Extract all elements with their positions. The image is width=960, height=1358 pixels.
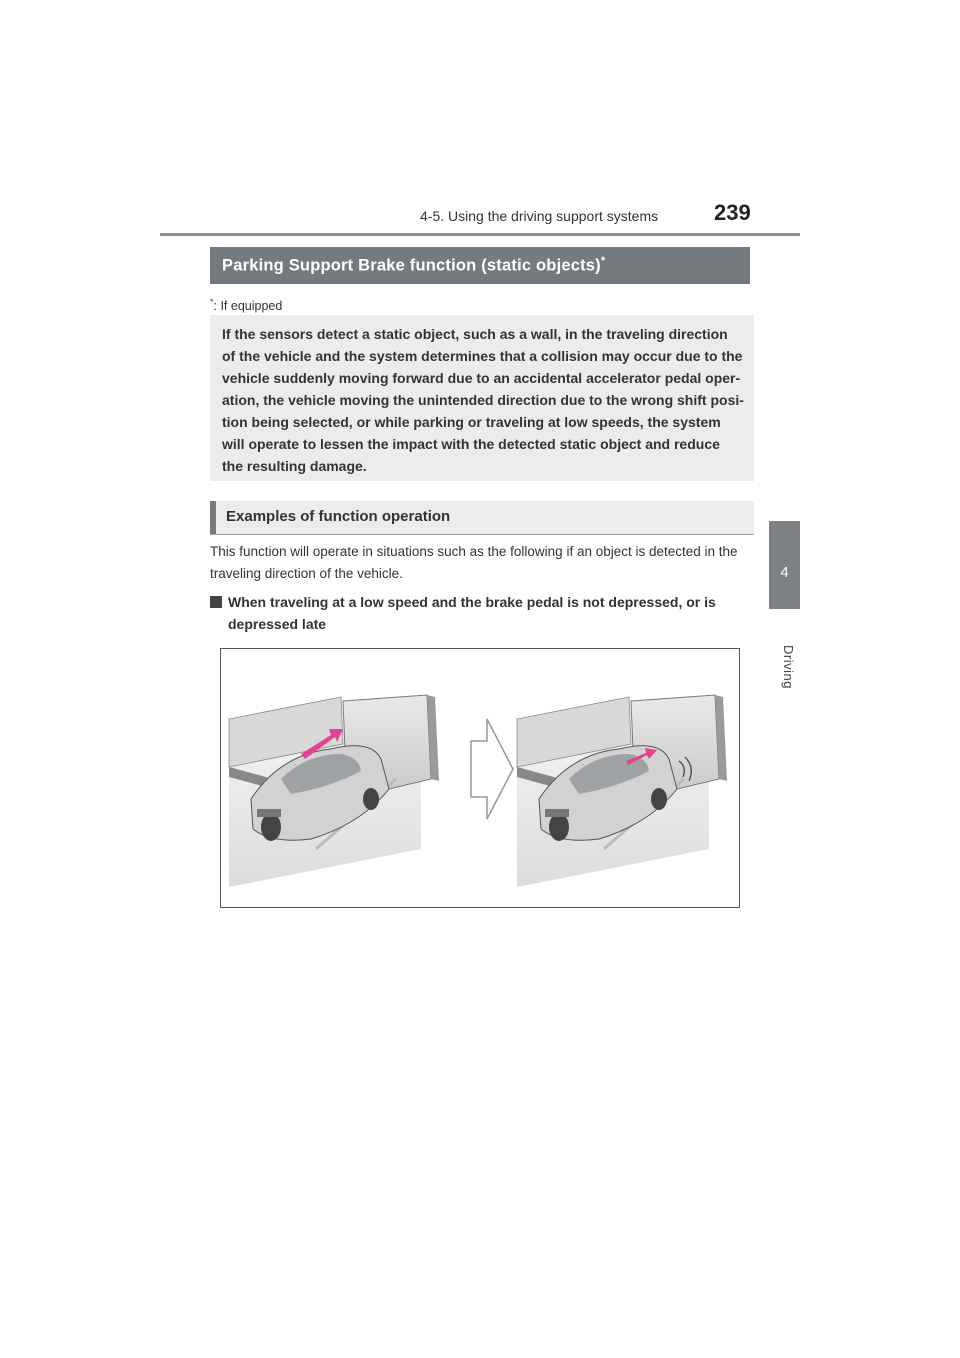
footnote-text: : If equipped: [213, 299, 283, 314]
subheading: Examples of function operation: [210, 501, 754, 534]
body-text: This function will operate in situations such as the following if an object is detected in the traveling direction of the vehicle.: [210, 544, 738, 581]
illustration-figure: [220, 648, 740, 908]
chapter-number: 4: [780, 564, 789, 581]
footnote: [210, 297, 282, 313]
page-number: 239: [714, 200, 751, 225]
transition-arrow-icon: [471, 719, 513, 819]
intro-text: If the sensors detect a static object, such as a wall, in the traveling direction of the vehicle and the system determines that a collision may occur due to the vehicle suddenly moving forward due to an accidental accelerator pedal oper-ation, the vehicle moving the unintended direction due to the wrong shift posi-tion being selected, or while parking or traveling at low speeds, the system will operate to lessen the impact with the detected static object and reduce the resulting damage.: [222, 326, 744, 474]
intro-box: [210, 315, 754, 481]
section-banner: [210, 247, 750, 284]
square-bullet-icon: [210, 596, 222, 608]
bullet-heading: [210, 591, 730, 635]
section-title: 4-5. Using the driving support systems: [420, 208, 659, 224]
subheading-rule: [210, 534, 754, 535]
footnote-mark: *: [210, 297, 214, 307]
header-rule: [160, 233, 800, 236]
banner-title-mark: *: [600, 255, 606, 267]
banner-title: Parking Support Brake function (static objects): [222, 256, 601, 275]
bullet-text: When traveling at a low speed and the brake pedal is not depressed, or is depressed late: [228, 594, 716, 632]
scene-before: [229, 695, 439, 887]
chapter-label: Driving: [781, 645, 796, 689]
scene-after: [517, 695, 727, 887]
illustration-svg: [221, 649, 739, 907]
